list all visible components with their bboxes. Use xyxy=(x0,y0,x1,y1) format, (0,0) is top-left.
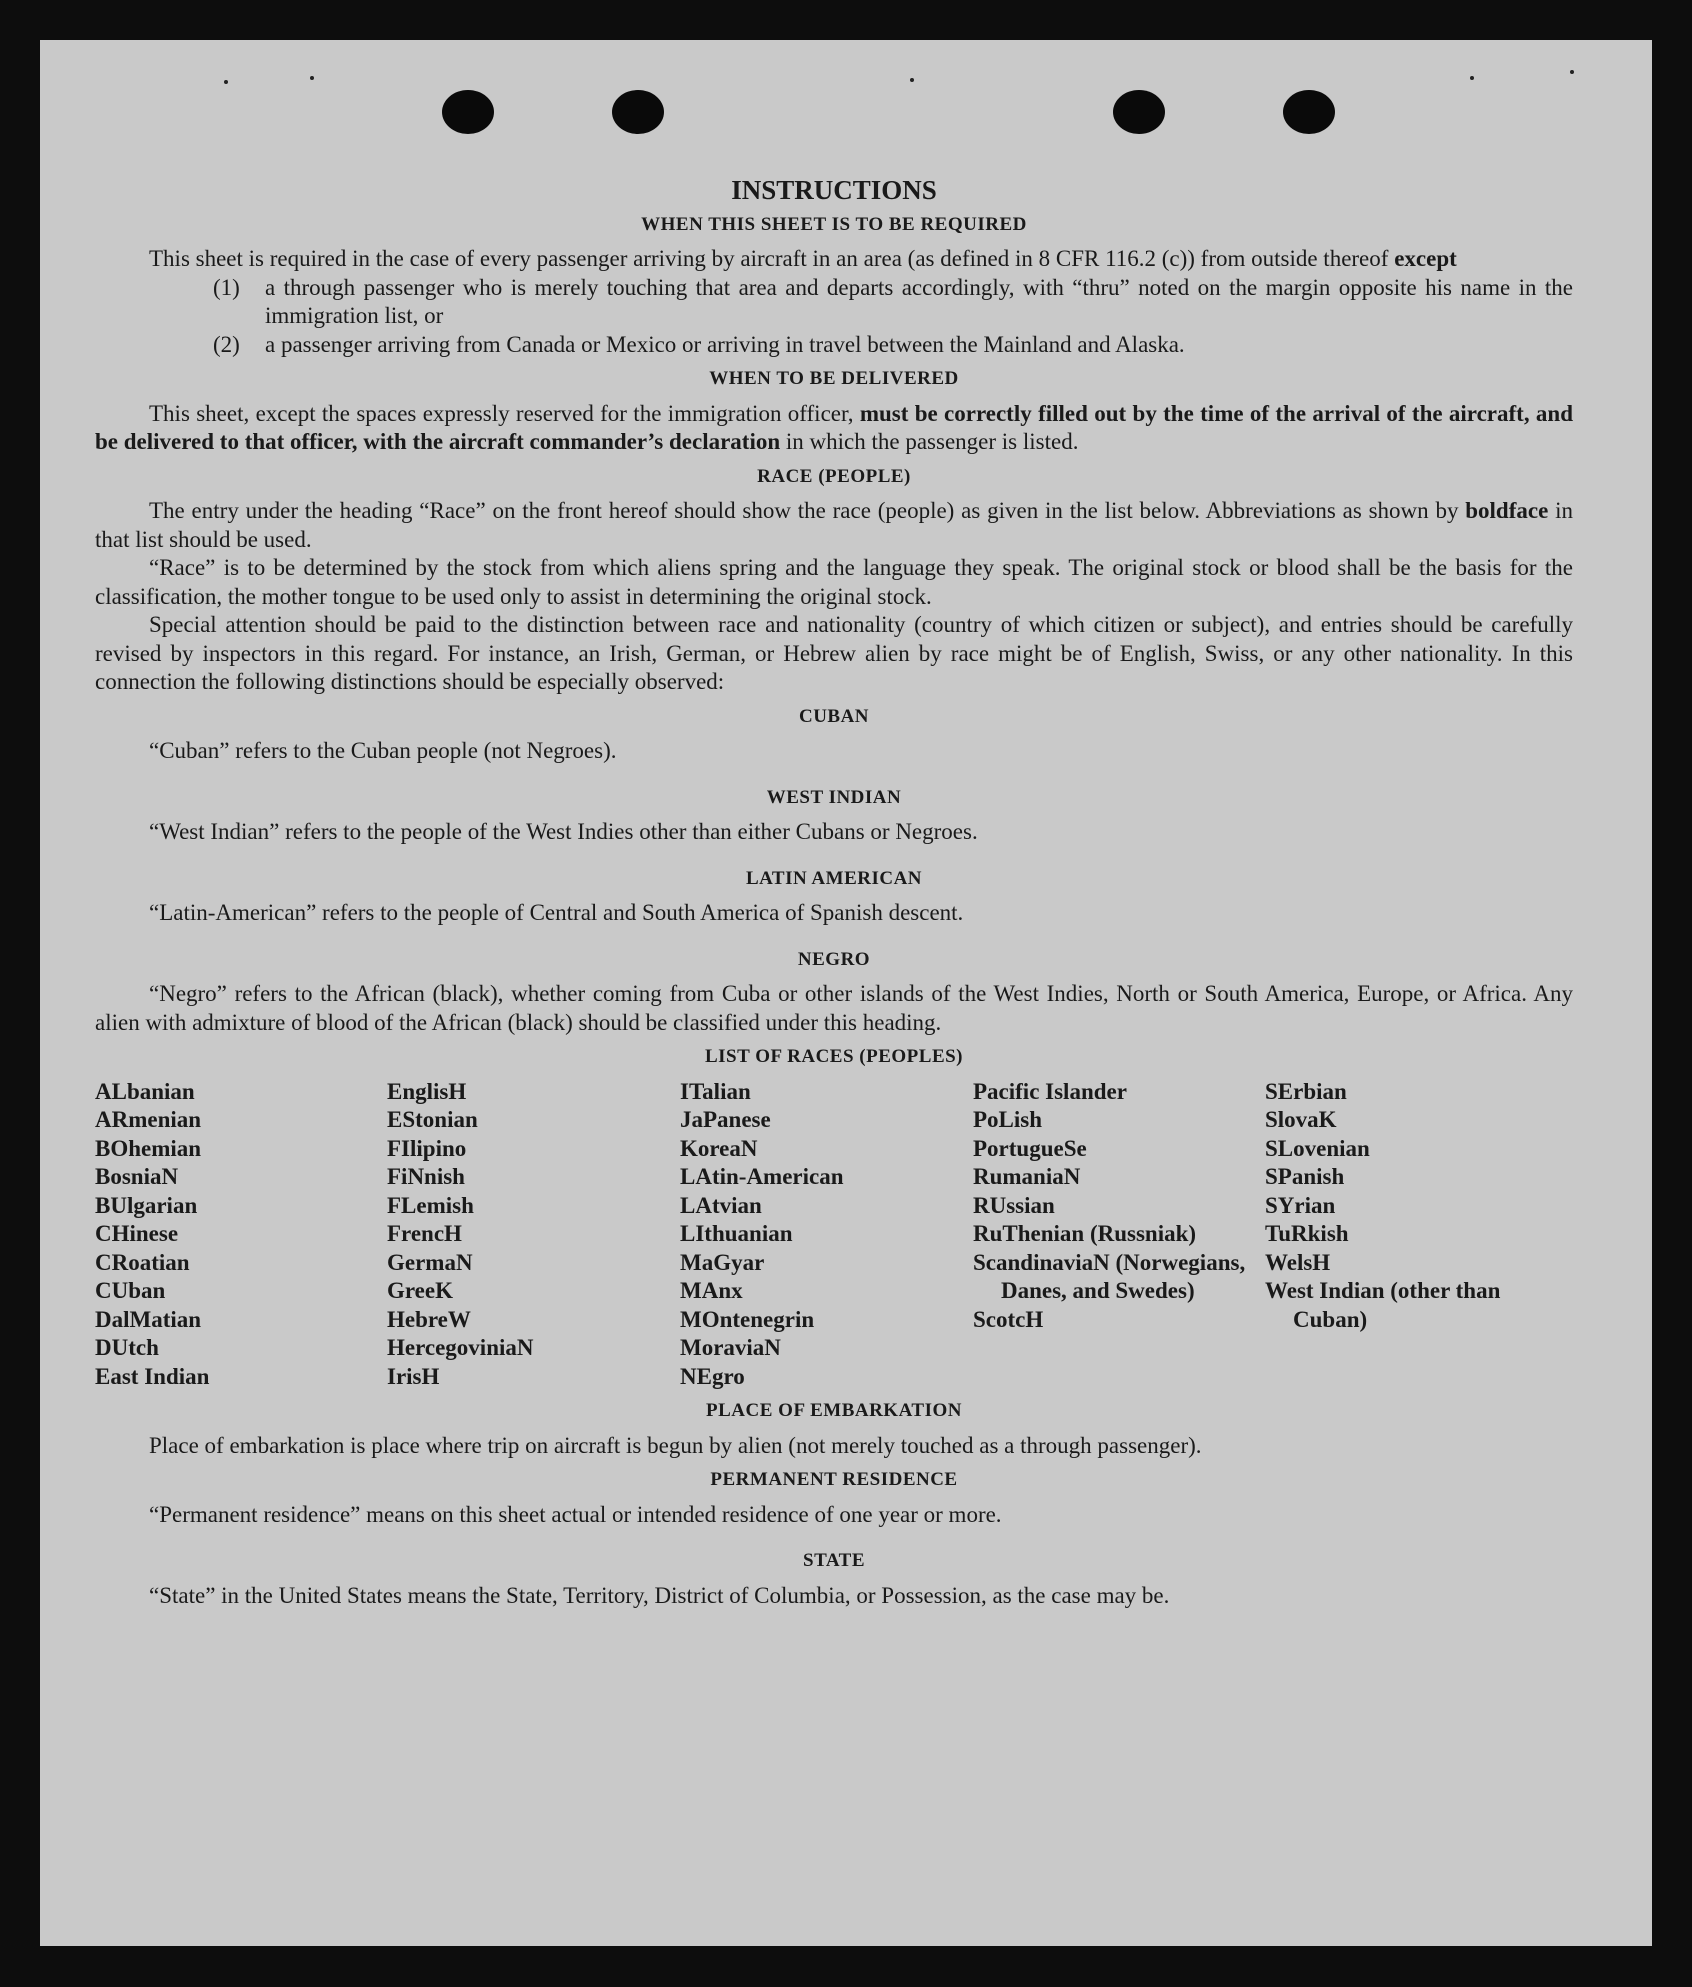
speck xyxy=(1470,76,1474,80)
races-column xyxy=(95,1078,387,1392)
race-entry: MoraviaN xyxy=(680,1335,781,1360)
races-column xyxy=(1265,1078,1565,1392)
race-entry: ALbanian xyxy=(95,1078,195,1104)
speck xyxy=(224,80,228,84)
heading-latin-american: LATIN AMERICAN xyxy=(745,867,923,889)
exception-item xyxy=(95,331,1573,360)
heading-race: RACE (PEOPLE) xyxy=(757,465,911,487)
race-entry: FiNnish xyxy=(387,1164,465,1189)
race-entry: Pacific Islander xyxy=(973,1078,1127,1104)
heading-list-of-races: LIST OF RACES (PEOPLES) xyxy=(704,1046,964,1067)
heading-negro: NEGRO xyxy=(797,948,871,970)
heading-delivered: WHEN TO BE DELIVERED xyxy=(709,368,959,389)
race-paragraph-3: Special attention should be paid to the distinction between race and nationality (country of which citizen or subject), and entries should be carefully revised by inspectors in this regard. For instance, an Irish, German, or Hebrew alien by race might be of English, Swiss, or any other nationality. In this connection the following distinctions should be especially observed: xyxy=(95,612,1573,694)
races-column xyxy=(680,1078,973,1392)
required-intro xyxy=(95,245,1573,274)
race-entry: TuRkish xyxy=(1265,1221,1349,1246)
race-entry: CHinese xyxy=(95,1221,179,1246)
exception-item xyxy=(95,274,1573,331)
race-entry: DalMatian xyxy=(95,1306,202,1332)
race-entry: RuThenian (Russniak) xyxy=(973,1221,1197,1246)
speck xyxy=(1570,70,1574,74)
race-entry: PortugueSe xyxy=(973,1135,1087,1161)
delivered-text-c: in which the passenger is listed. xyxy=(780,429,1079,454)
race-paragraph-2: “Race” is to be determined by the stock from which aliens spring and the language they speak. The original stock or blood shall be the basis for the classification, the mother tongue to be used only to assist in determining the original stock. xyxy=(95,555,1573,609)
required-intro-except: except xyxy=(1394,246,1457,271)
speck xyxy=(310,76,314,80)
required-intro-text: This sheet is required in the case of every passenger arriving by aircraft in an area (as defined in 8 CFR 116.2 (c)) from outside thereof xyxy=(149,246,1395,271)
race-entry: JaPanese xyxy=(680,1107,771,1132)
exception-text: a through passenger who is merely touching that area and departs accordingly, with “thru” noted on the margin opposite his name in the immigration list, or xyxy=(265,274,1573,328)
latin-american-text: “Latin-American” refers to the people of Central and South America of Spanish descent. xyxy=(149,900,964,925)
residence-text: “Permanent residence” means on this sheet actual or intended residence of one year or more. xyxy=(149,1501,1002,1527)
heading-required: WHEN THIS SHEET IS TO BE REQUIRED xyxy=(641,213,1027,235)
race-entry: CRoatian xyxy=(95,1249,190,1275)
punch-hole xyxy=(1283,90,1335,134)
race-entry: IrisH xyxy=(387,1363,440,1389)
races-list xyxy=(95,1078,1573,1392)
race-entry: ScandinaviaN (Norwegians, Danes, and Swedes) xyxy=(973,1249,1246,1303)
cuban-text: “Cuban” refers to the Cuban people (not Negroes). xyxy=(149,738,617,763)
exception-text: a passenger arriving from Canada or Mexico or arriving in travel between the Mainland and Alaska. xyxy=(265,331,1185,357)
delivered-text-b: must be correctly filled out by the time of the arrival of the aircraft, and be delivered to that officer, with the aircraft commander’s declaration xyxy=(95,400,1573,454)
speck xyxy=(910,78,914,82)
race-entry: FrencH xyxy=(387,1221,462,1246)
race-entry: RumaniaN xyxy=(973,1164,1081,1189)
race-entry: PoLish xyxy=(973,1107,1043,1132)
race-entry: BosniaN xyxy=(95,1164,179,1189)
instructions-content xyxy=(95,176,1573,1610)
race-entry: EnglisH xyxy=(387,1078,467,1104)
race-entry: MAnx xyxy=(680,1278,743,1303)
race-entry: LIthuanian xyxy=(680,1221,793,1246)
races-column xyxy=(973,1078,1265,1392)
exception-number: (2) xyxy=(213,331,240,357)
race-entry: SYrian xyxy=(1265,1192,1336,1218)
race-entry: BUlgarian xyxy=(95,1192,198,1218)
races-column xyxy=(387,1078,680,1392)
race-entry: SlovaK xyxy=(1265,1107,1337,1132)
punch-hole xyxy=(1113,90,1165,134)
west-indian-text: “West Indian” refers to the people of the West Indies other than either Cubans or Negroes. xyxy=(149,819,978,844)
race-entry: GreeK xyxy=(387,1278,453,1303)
race-entry: GermaN xyxy=(387,1249,473,1275)
race-entry: MaGyar xyxy=(680,1249,765,1275)
heading-cuban: CUBAN xyxy=(798,705,870,727)
race-entry: ITalian xyxy=(680,1078,751,1104)
race-entry: BOhemian xyxy=(95,1135,202,1161)
race-entry: ARmenian xyxy=(95,1107,202,1132)
exception-number: (1) xyxy=(213,274,240,300)
negro-text: “Negro” refers to the African (black), whether coming from Cuba or other islands of the West Indies, North or South America, Europe, or Africa. Any alien with admixture of blood of the African (black) should be classified under this heading. xyxy=(95,981,1573,1035)
heading-west-indian: WEST INDIAN xyxy=(766,786,902,808)
race-text-bold: boldface xyxy=(1465,498,1549,523)
state-text: “State” in the United States means the State, Territory, District of Columbia, or Possession, as the case may be. xyxy=(149,1582,1170,1608)
punch-hole xyxy=(442,90,494,134)
delivered-text-a: This sheet, except the spaces expressly reserved for the immigration officer, xyxy=(149,400,860,426)
race-entry: SErbian xyxy=(1265,1078,1347,1104)
delivered-paragraph xyxy=(95,400,1573,457)
race-entry: NEgro xyxy=(680,1363,745,1389)
heading-residence: PERMANENT RESIDENCE xyxy=(710,1469,958,1490)
race-entry: MOntenegrin xyxy=(680,1306,815,1332)
page-title: INSTRUCTIONS xyxy=(731,175,937,205)
race-entry: FIlipino xyxy=(387,1135,467,1161)
heading-embarkation: PLACE OF EMBARKATION xyxy=(706,1400,962,1421)
race-text-c: in that list should be used. xyxy=(95,498,1574,552)
race-paragraph-1 xyxy=(95,497,1573,554)
race-entry: DUtch xyxy=(95,1335,159,1360)
race-entry: East Indian xyxy=(95,1363,210,1389)
race-entry: CUban xyxy=(95,1278,166,1303)
race-entry: LAtvian xyxy=(680,1192,762,1218)
race-entry: FLemish xyxy=(387,1192,474,1218)
race-entry: HebreW xyxy=(387,1306,471,1332)
race-entry: KoreaN xyxy=(680,1135,758,1161)
race-entry: HercegoviniaN xyxy=(387,1335,534,1360)
embarkation-text: Place of embarkation is place where trip on aircraft is begun by alien (not merely touched as a through passenger). xyxy=(149,1432,1202,1458)
race-entry: EStonian xyxy=(387,1107,478,1132)
race-entry: West Indian (other than Cuban) xyxy=(1265,1278,1501,1332)
race-entry: ScotcH xyxy=(973,1306,1044,1332)
document-sheet xyxy=(40,40,1652,1946)
race-entry: SLovenian xyxy=(1265,1135,1370,1161)
heading-state: STATE xyxy=(803,1550,865,1571)
race-entry: RUssian xyxy=(973,1192,1055,1218)
race-entry: LAtin-American xyxy=(680,1164,844,1189)
race-entry: SPanish xyxy=(1265,1164,1345,1189)
race-entry: WelsH xyxy=(1265,1249,1331,1275)
race-text-a: The entry under the heading “Race” on the front hereof should show the race (people) as given in the list below. Abbreviations as shown by xyxy=(149,498,1466,523)
punch-hole xyxy=(612,90,664,134)
